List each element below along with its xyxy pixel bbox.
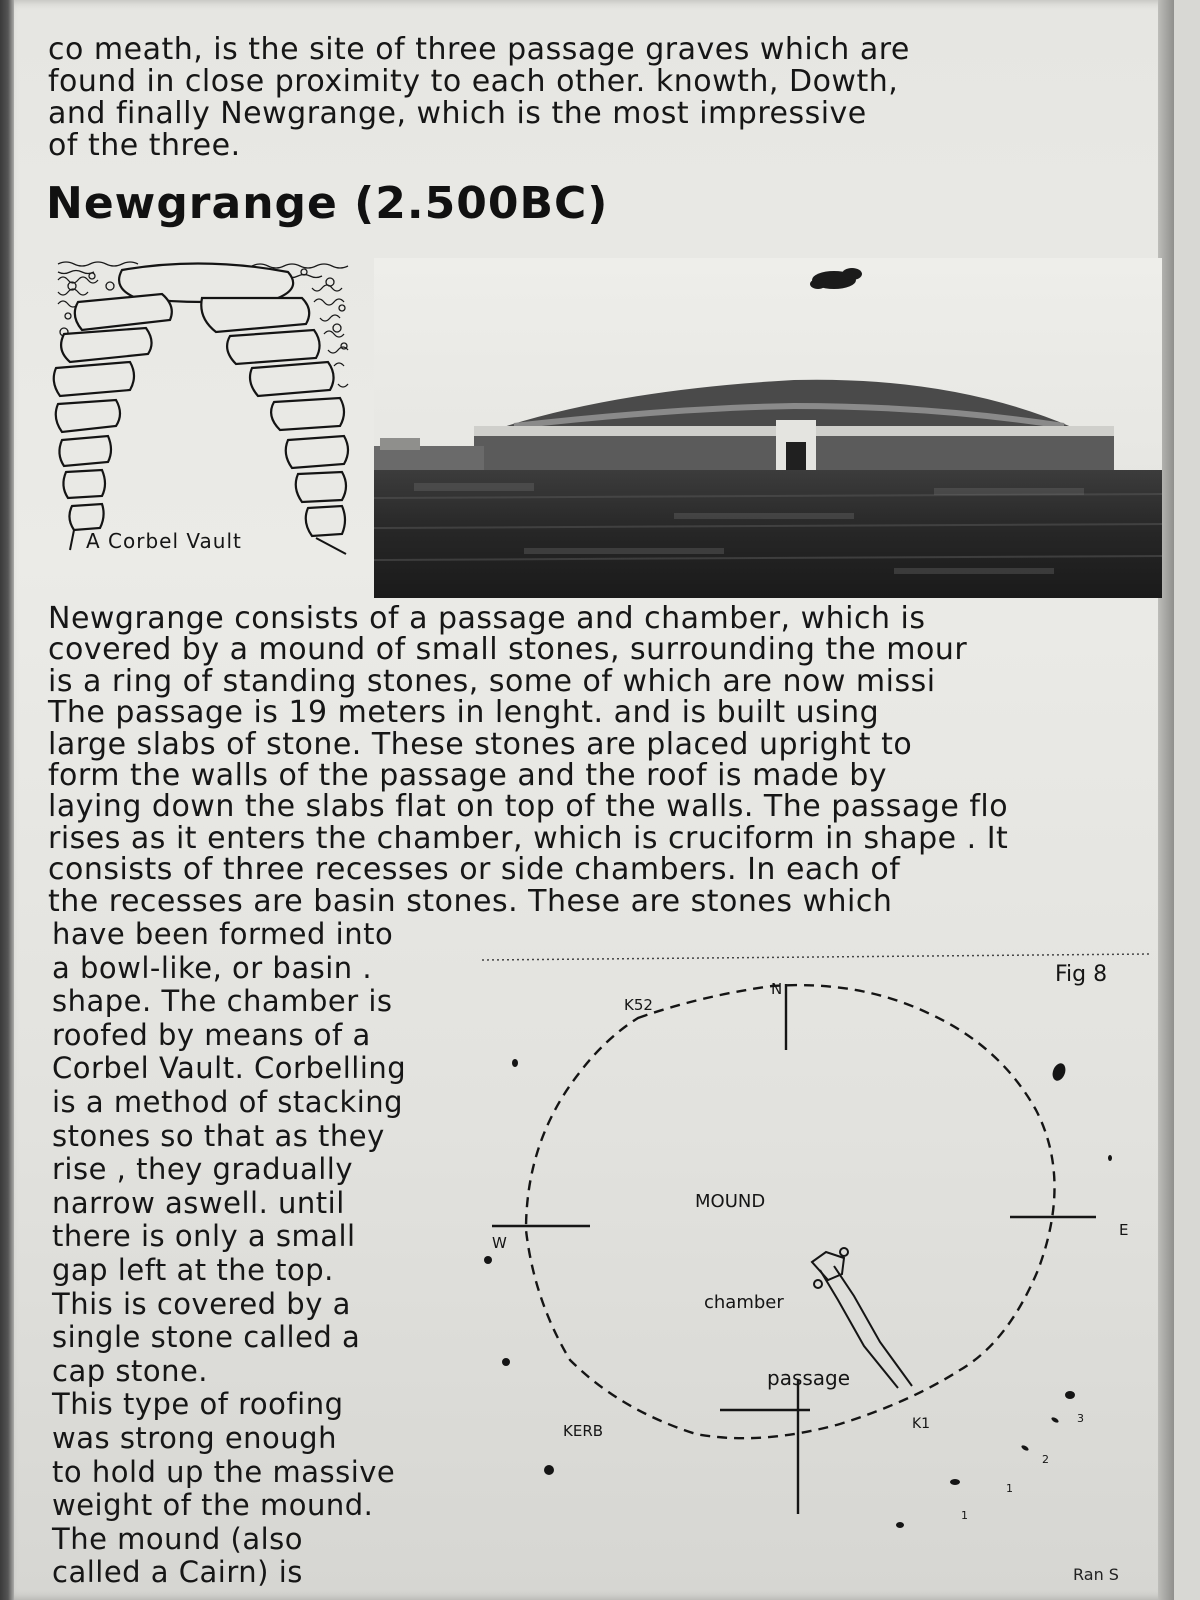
paper-edge	[1158, 0, 1174, 1600]
column-line: a bowl-like, or basin .	[52, 950, 373, 985]
intro-paragraph	[48, 34, 910, 162]
k52-label: K52	[624, 996, 653, 1014]
vault-stones	[54, 263, 348, 536]
column-line: there is only a small	[52, 1219, 356, 1254]
kerb-label: KERB	[563, 1422, 604, 1440]
west-label: W	[492, 1234, 507, 1252]
intro-line: found in close proximity to each other. knowth, Dowth,	[48, 64, 899, 99]
site-plan-figure	[460, 940, 1160, 1580]
signature: Ran S	[1073, 1565, 1119, 1584]
k1-label: K1	[912, 1416, 931, 1432]
column-paragraph	[52, 918, 406, 1590]
column-line: narrow aswell. until	[52, 1185, 345, 1220]
body-line: covered by a mound of small stones, surrounding the mour	[48, 632, 968, 668]
section-title: Newgrange (2.500BC)	[46, 178, 609, 229]
column-line: single stone called a	[52, 1320, 361, 1355]
intro-line: co meath, is the site of three passage graves which are	[48, 32, 910, 67]
intro-line: of the three.	[48, 128, 241, 163]
column-line: shape. The chamber is	[52, 984, 393, 1019]
chamber-label: chamber	[704, 1292, 784, 1313]
body-line: large slabs of stone. These stones are placed upright to	[48, 726, 913, 762]
intro-line: and finally Newgrange, which is the most impressive	[48, 96, 867, 131]
figure-number: Fig 8	[1055, 962, 1108, 987]
body-line: is a ring of standing stones, some of which are now missi	[48, 663, 936, 699]
body-line: consists of three recesses or side chambers. In each of	[48, 852, 901, 888]
passage-label: passage	[767, 1366, 851, 1390]
column-line: is a method of stacking	[52, 1084, 404, 1119]
column-line: was strong enough	[52, 1420, 337, 1455]
east-label: E	[1119, 1221, 1129, 1239]
stone-number-label: 1	[961, 1509, 968, 1522]
newgrange-photo	[374, 258, 1162, 598]
body-line: Newgrange consists of a passage and chamber, which is	[48, 601, 926, 636]
corbel-vault-drawing	[52, 258, 356, 558]
column-line: roofed by means of a	[52, 1017, 371, 1052]
column-line: Corbel Vault. Corbelling	[52, 1051, 407, 1086]
column-line: This type of roofing	[52, 1387, 344, 1422]
body-line: The passage is 19 meters in lenght. and is built using	[48, 695, 880, 731]
column-line: called a Cairn) is	[52, 1555, 303, 1590]
column-line: The mound (also	[52, 1521, 304, 1556]
column-line: weight of the mound.	[52, 1488, 374, 1523]
body-line: form the walls of the passage and the roof is made by	[48, 758, 888, 794]
body-paragraph	[48, 603, 1008, 917]
stone-number-label: 3	[1077, 1412, 1084, 1425]
column-line: stones so that as they	[52, 1118, 385, 1153]
body-line: the recesses are basin stones. These are stones which	[48, 883, 893, 919]
stone-number-label: 1	[1006, 1482, 1013, 1495]
vault-caption: A Corbel Vault	[86, 529, 242, 553]
column-line: gap left at the top.	[52, 1252, 334, 1287]
column-line: This is covered by a	[52, 1286, 351, 1321]
north-label: N	[771, 980, 783, 998]
body-line: laying down the slabs flat on top of the walls. The passage flo	[48, 789, 1009, 825]
column-line: to hold up the massive	[52, 1454, 396, 1489]
figure-divider-line	[482, 954, 1150, 960]
body-line: rises as it enters the chamber, which is cruciform in shape . It	[48, 820, 1009, 856]
stone-number-label: 2	[1042, 1453, 1049, 1466]
column-line: have been formed into	[52, 917, 394, 951]
mound-label: MOUND	[695, 1191, 766, 1212]
column-line: cap stone.	[52, 1353, 209, 1388]
column-line: rise , they gradually	[52, 1152, 353, 1187]
